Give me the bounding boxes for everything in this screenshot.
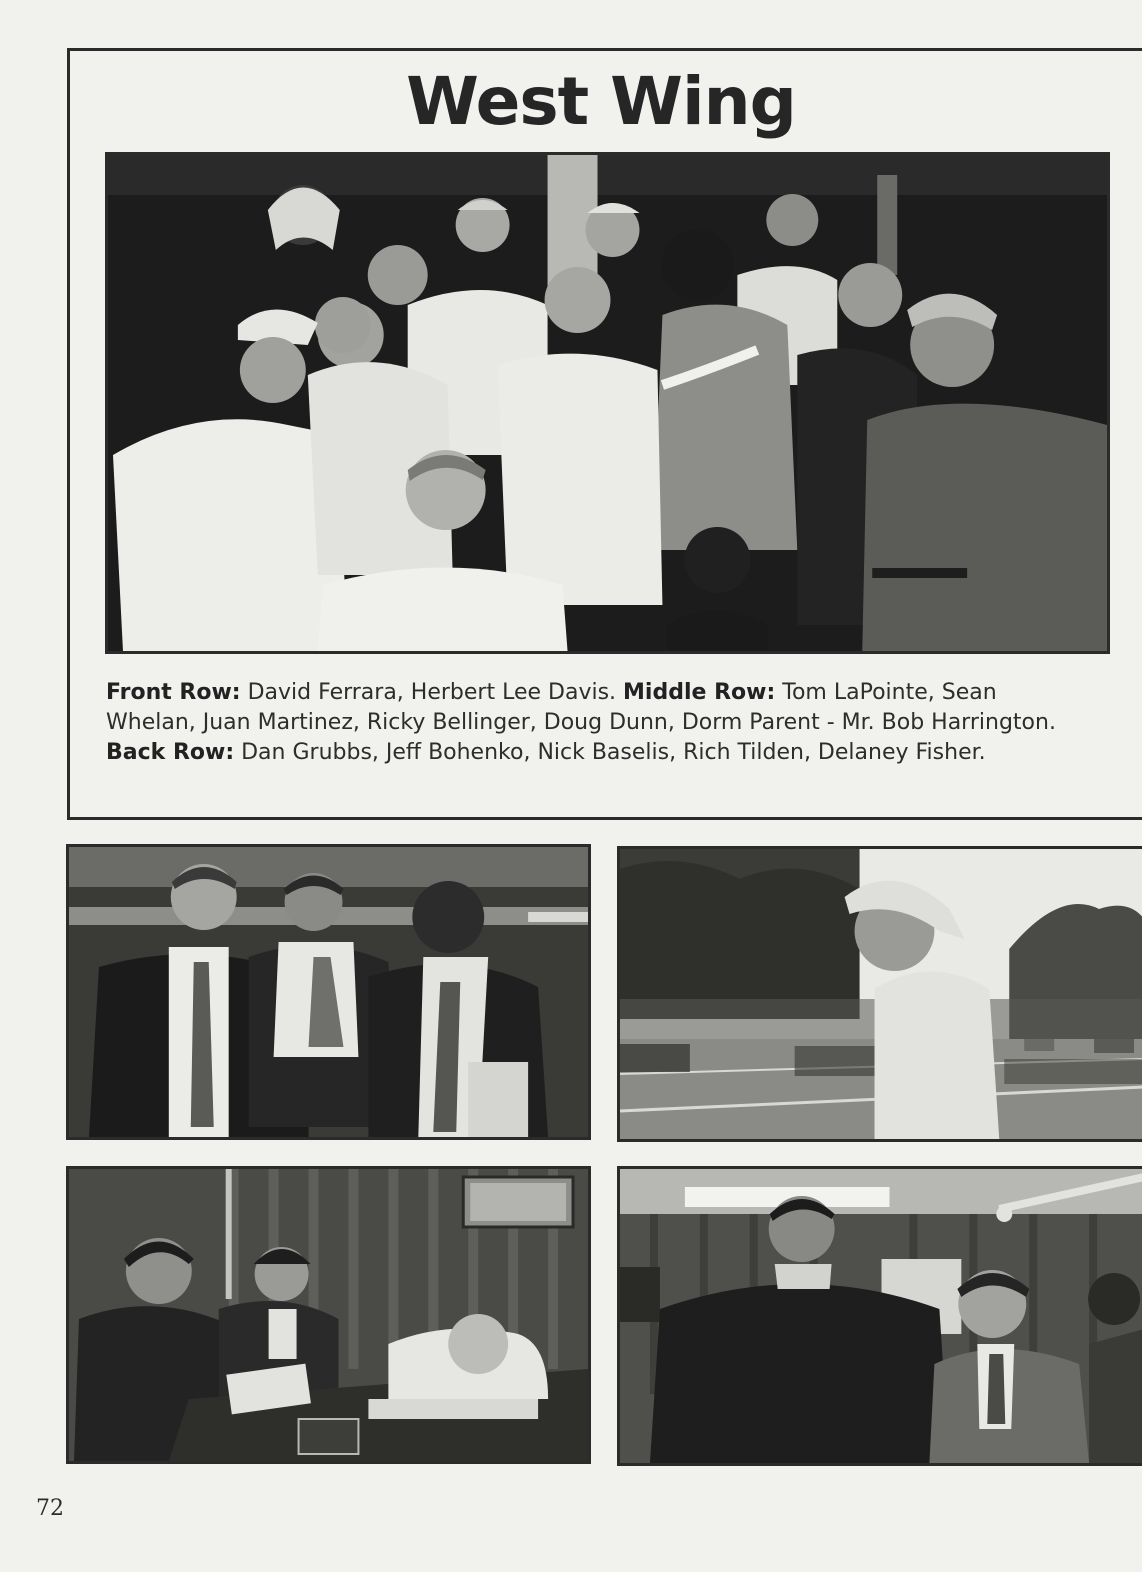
front-row-label: Front Row: <box>106 680 241 705</box>
study-table-photo <box>66 1166 591 1464</box>
study-table-photo-image <box>69 1169 588 1461</box>
middle-row-names: Tom LaPointe, Sean Whelan, Juan Martinez, Ricky Bellinger, Doug Dunn, Dorm Parent - Mr. Bob Harrington. <box>106 680 1056 735</box>
back-row-label: Back Row: <box>106 740 235 765</box>
formal-attire-photo <box>66 844 591 1140</box>
lounge-photo <box>617 1166 1142 1466</box>
group-photo-caption <box>106 678 1091 768</box>
tennis-courts-photo-image <box>620 849 1142 1139</box>
group-photo <box>105 152 1110 654</box>
middle-row-label: Middle Row: <box>623 680 776 705</box>
tennis-courts-photo <box>617 846 1142 1142</box>
back-row-names: Dan Grubbs, Jeff Bohenko, Nick Baselis, Rich Tilden, Delaney Fisher. <box>234 740 986 765</box>
page-title: West Wing <box>406 63 796 140</box>
lounge-photo-image <box>620 1169 1142 1463</box>
formal-attire-photo-image <box>69 847 588 1137</box>
front-row-names: David Ferrara, Herbert Lee Davis. <box>240 680 624 705</box>
group-photo-image <box>108 155 1107 651</box>
page-number: 72 <box>36 1496 64 1521</box>
